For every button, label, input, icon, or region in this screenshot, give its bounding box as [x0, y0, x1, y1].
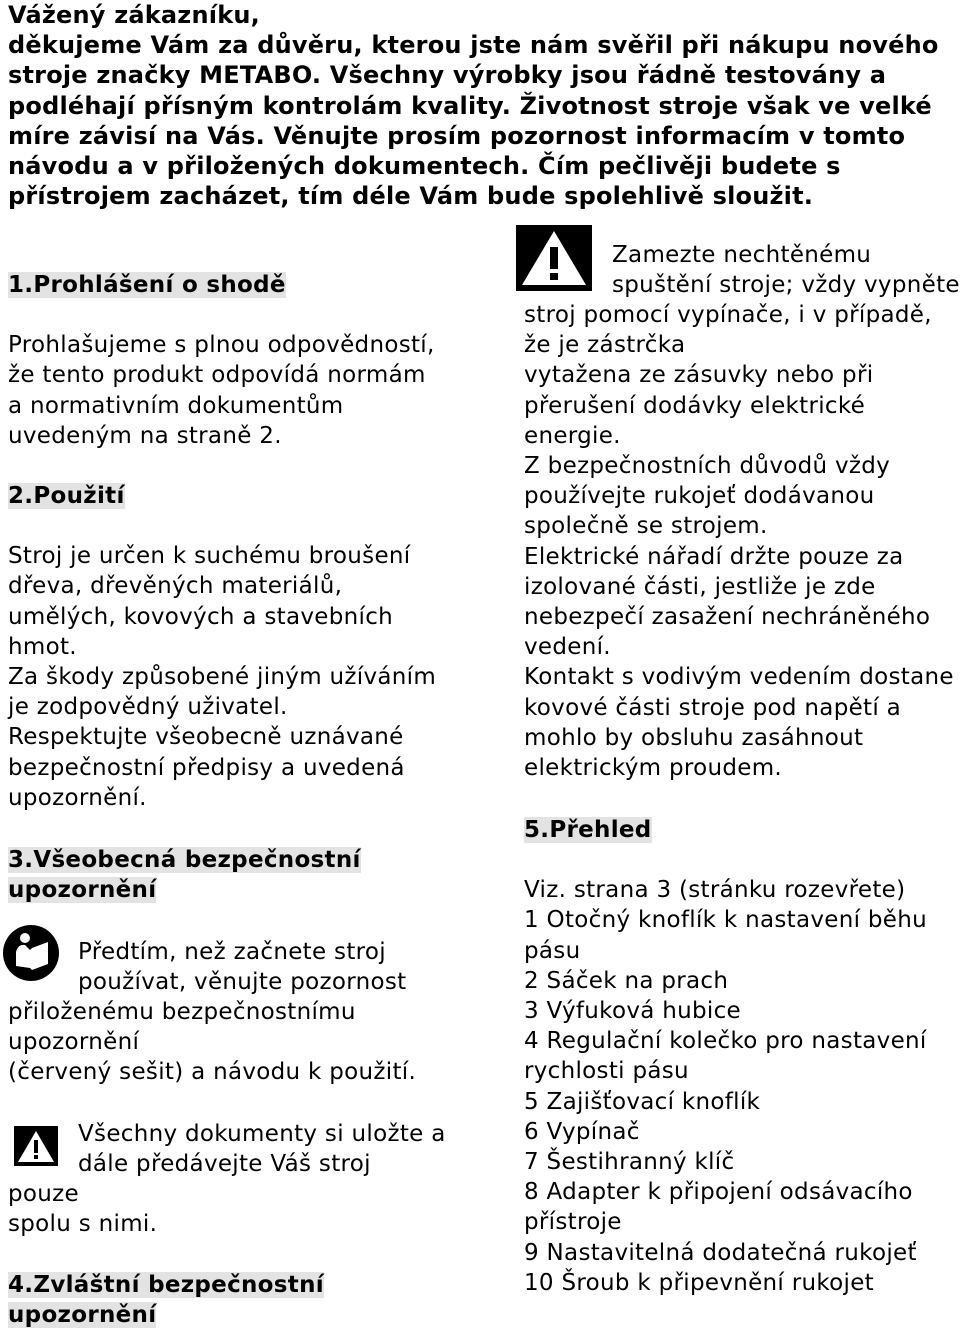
section-3-heading: 3.Všeobecná bezpečnostní upozornění [8, 847, 361, 904]
warning-text-rest: stroj pomocí vypínače, i v případě, že je zástrčka vytažena ze zásuvky nebo při přerušení dodávky elektrické energie. Z bezpečnostních důvodů vždy používejte rukojeť dodávanou společně se strojem. Elektrické nářadí držte pouze za izolované části, jestliže je zde nebezpečí zasažení nechráněného vedení. Kontakt s vodivým vedením dostane kovové části stroje pod napětí a mohlo by obsluhu zasáhnout elektrickým proudem. [524, 302, 954, 782]
section-4-heading: 4.Zvláštní bezpečnostní upozornění [8, 1272, 324, 1329]
section-2-body: Stroj je určen k suchému broušení dřeva, dřevěných materiálů, umělých, kovových a stavebních hmot. Za škody způsobené jiným užíváním je zodpovědný uživatel. Respektujte všeobecně uznávané bezpečnostní předpisy a uvedená upozornění. [8, 543, 437, 811]
section-2 [8, 481, 478, 813]
section-3 [8, 845, 478, 905]
read-manual-text-rest: přiloženému bezpečnostnímu upozornění (červený sešit) a návodu k použití. [8, 999, 417, 1086]
warning-text-first: Zamezte nechtěnému spuštění stroje; vždy vypněte [612, 242, 960, 299]
read-manual-text-first: Předtím, než začnete stroj používat, věnujte pozornost [78, 939, 407, 996]
section-5-intro: Viz. strana 3 (stránku rozevřete) [524, 877, 906, 904]
intro-block [8, 0, 953, 211]
greeting: Vážený zákazníku, [8, 1, 260, 29]
list-item: 3 Výfuková hubice [524, 998, 741, 1025]
section-2-heading: 2.Použití [8, 483, 125, 509]
section-1-heading: 1.Prohlášení o shodě [8, 272, 286, 298]
keep-docs-text-rest: pouze spolu s nimi. [8, 1181, 158, 1238]
warning-triangle-icon [14, 1126, 58, 1166]
section-1 [8, 270, 478, 451]
read-manual-icon [2, 924, 60, 982]
list-item: 4 Regulační kolečko pro nastavení rychlosti pásu [524, 1028, 927, 1085]
warning-triangle-icon [516, 225, 592, 291]
list-item: 9 Nastavitelná dodatečná rukojeť [524, 1239, 917, 1266]
list-item: 1 Otočný knoflík k nastavení běhu pásu [524, 907, 927, 964]
section-4 [8, 1270, 478, 1330]
section-5 [524, 815, 960, 1298]
section-1-body: Prohlašujeme s plnou odpovědností, že tento produkt odpovídá normám a normativním dokumentům uvedeným na straně 2. [8, 332, 435, 449]
intro-text: děkujeme Vám za důvěru, kterou jste nám svěřil při nákupu nového stroje značky METABO. Všechny výrobky jsou řádně testovány a podléhají přísným kontrolám kvality. Životnost stroje však ve velké míre závisí na Vás. Věnujte prosím pozornost informacím v tomto návodu a v přiložených dokumentech. Čím pečlivěji budete s přístrojem zacházet, tím déle Vám bude spolehlivě sloužit. [8, 31, 939, 211]
list-item: 5 Zajišťovací knoflík [524, 1088, 761, 1115]
list-item: 6 Vypínač [524, 1118, 640, 1145]
list-item: 2 Sáček na prach [524, 967, 729, 994]
keep-docs-text-first: Všechny dokumenty si uložte a dále předávejte Váš stroj [78, 1121, 446, 1178]
section-5-heading: 5.Přehled [524, 817, 652, 843]
list-item: 7 Šestihranný klíč [524, 1149, 735, 1176]
list-item: 10 Šroub k připevnění rukojet [524, 1269, 874, 1296]
list-item: 8 Adapter k připojení odsávacího přístroje [524, 1179, 913, 1236]
